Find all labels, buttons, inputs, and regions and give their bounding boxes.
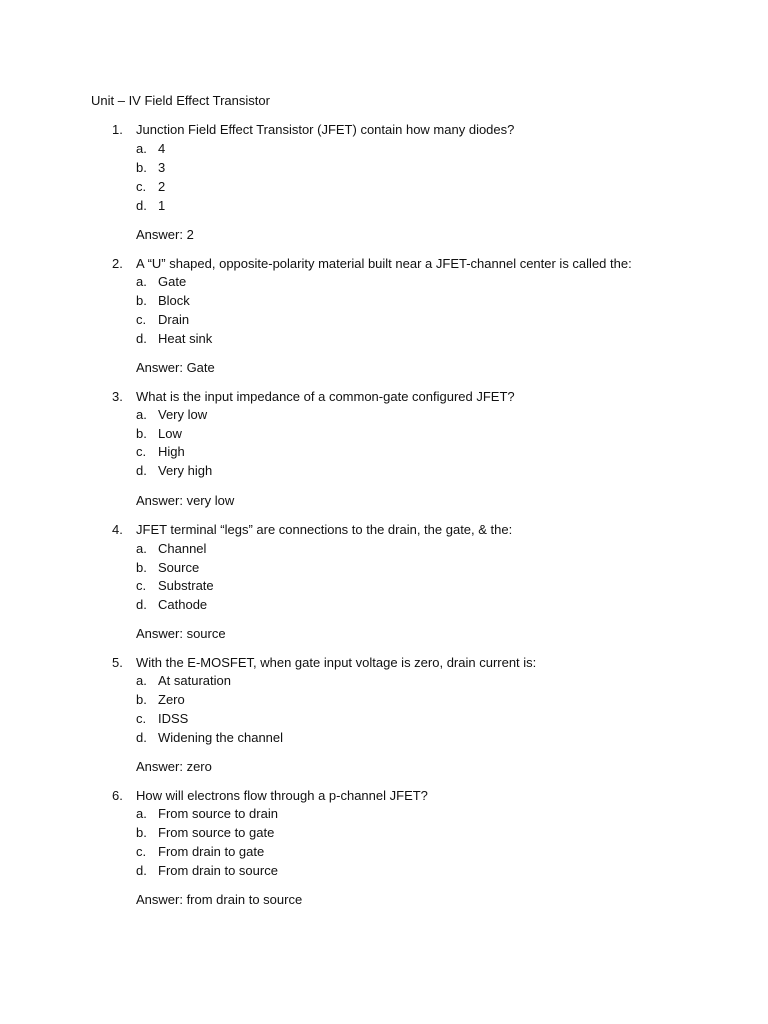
answer-text: Answer: from drain to source (136, 892, 303, 907)
option-letter: a. (136, 141, 147, 156)
option-letter: a. (136, 407, 147, 422)
option-text: Drain (158, 312, 190, 327)
option-letter: a. (136, 541, 147, 556)
option-text: IDSS (158, 711, 189, 726)
option-text: From drain to source (158, 863, 278, 878)
question-text: Junction Field Effect Transistor (JFET) contain how many diodes? (136, 122, 515, 137)
question-text: With the E-MOSFET, when gate input voltage is zero, drain current is: (136, 655, 537, 670)
option-text: At saturation (158, 673, 231, 688)
option-letter: c. (136, 578, 147, 593)
option-letter: b. (136, 692, 147, 707)
question-number: 3. (112, 389, 123, 404)
option-letter: c. (136, 312, 147, 327)
option-letter: b. (136, 560, 147, 575)
option-text: Block (158, 293, 190, 308)
option-text: 2 (158, 179, 166, 194)
option-text: Heat sink (158, 331, 213, 346)
answer-text: Answer: very low (136, 493, 235, 508)
option-text: Zero (158, 692, 185, 707)
answer-text: Answer: zero (136, 759, 212, 774)
option-text: From source to gate (158, 825, 275, 840)
answer-text: Answer: source (136, 626, 226, 641)
question-text: A “U” shaped, opposite-polarity material built near a JFET-channel center is called the: (136, 256, 632, 271)
option-letter: d. (136, 331, 147, 346)
option-text: 4 (158, 141, 166, 156)
option-letter: a. (136, 673, 147, 688)
option-letter: a. (136, 274, 147, 289)
option-letter: d. (136, 730, 147, 745)
option-text: High (158, 444, 185, 459)
option-letter: b. (136, 825, 147, 840)
answer-text: Answer: Gate (136, 360, 215, 375)
option-letter: c. (136, 711, 147, 726)
option-letter: b. (136, 426, 147, 441)
option-text: Gate (158, 274, 187, 289)
option-letter: b. (136, 160, 147, 175)
option-letter: c. (136, 844, 147, 859)
option-letter: d. (136, 198, 147, 213)
option-text: Cathode (158, 597, 208, 612)
question-number: 1. (112, 122, 123, 137)
option-letter: a. (136, 806, 147, 821)
page-title: Unit – IV Field Effect Transistor (91, 93, 270, 108)
option-text: From drain to gate (158, 844, 265, 859)
question-number: 2. (112, 256, 123, 271)
option-letter: d. (136, 597, 147, 612)
option-text: Source (158, 560, 200, 575)
option-text: Very high (158, 463, 213, 478)
option-letter: c. (136, 444, 147, 459)
question-text: What is the input impedance of a common-gate configured JFET? (136, 389, 515, 404)
question-text: How will electrons flow through a p-channel JFET? (136, 788, 428, 803)
option-text: Very low (158, 407, 208, 422)
question-number: 5. (112, 655, 123, 670)
answer-text: Answer: 2 (136, 227, 194, 242)
question-number: 6. (112, 788, 123, 803)
option-text: From source to drain (158, 806, 278, 821)
option-text: Widening the channel (158, 730, 284, 745)
question-text: JFET terminal “legs” are connections to the drain, the gate, & the: (136, 522, 513, 537)
option-letter: b. (136, 293, 147, 308)
option-text: Low (158, 426, 182, 441)
option-letter: d. (136, 463, 147, 478)
option-letter: d. (136, 863, 147, 878)
option-text: Substrate (158, 578, 214, 593)
option-letter: c. (136, 179, 147, 194)
option-text: 1 (158, 198, 166, 213)
option-text: Channel (158, 541, 207, 556)
option-text: 3 (158, 160, 166, 175)
question-number: 4. (112, 522, 123, 537)
